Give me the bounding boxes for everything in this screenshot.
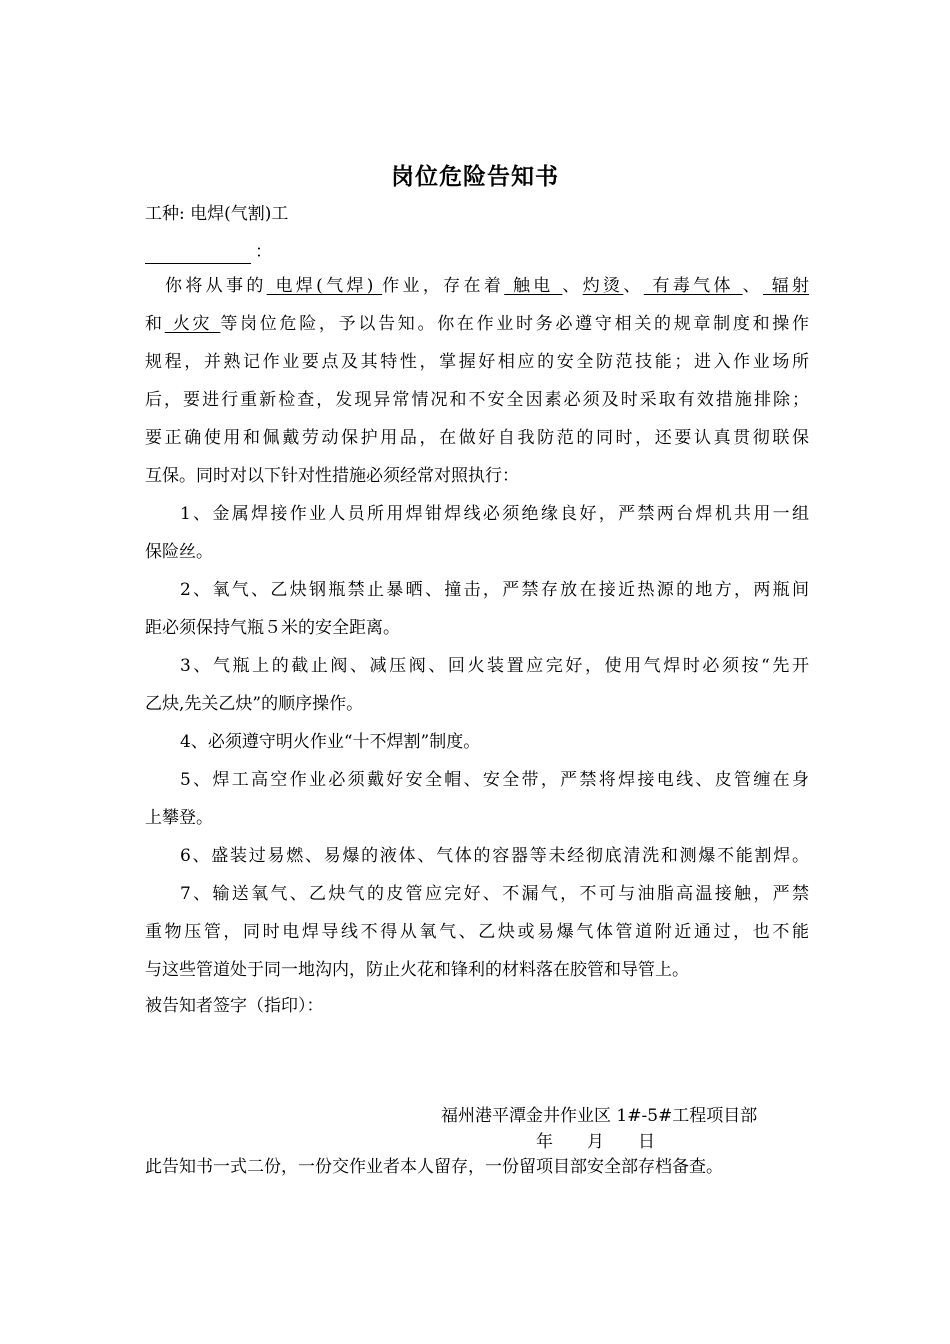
issuer: 福州港平潭金井作业区 1#-5#工程项目部	[441, 1106, 758, 1126]
hazard-radiation: 辐射	[762, 276, 810, 296]
separator: 、	[623, 276, 644, 296]
separator: 、	[562, 276, 583, 296]
item-5-line-1: 5、焊工高空作业必须戴好安全帽、安全带，严禁将焊接电线、皮管缠在身	[180, 770, 809, 790]
intro-text: 等岗位危险，予以告知。你在作业时务必遵守相关的规章制度和操作	[220, 314, 810, 334]
job-type: 工种: 电焊(气割)工	[145, 204, 289, 224]
separator: 、	[742, 276, 763, 296]
item-2-line-2: 距必须保持气瓶５米的安全距离。	[145, 618, 400, 638]
hazard-electric-shock: 触电	[504, 276, 563, 296]
hazard-fire: 火灾	[164, 314, 221, 334]
footer-note: 此告知书一式二份，一份交作业者本人留存，一份留项目部安全部存档备查。	[145, 1157, 723, 1177]
intro-line-6: 互保。同时对以下针对性措施必须经常对照执行：	[145, 466, 519, 486]
item-3-line-2: 乙炔,先关乙炔”的顺序操作。	[145, 694, 364, 714]
job-name: 电焊(气焊)	[266, 276, 383, 296]
addressee-colon: ：	[255, 242, 272, 262]
intro-text: 作业，存在着	[382, 276, 505, 296]
item-1-line-2: 保险丝。	[145, 542, 213, 562]
item-2-line-1: 2、氧气、乙炔钢瓶禁止暴晒、撞击，严禁存放在接近热源的地方，两瓶间	[180, 580, 809, 600]
intro-line-3: 规程，并熟记作业要点及其特性，掌握好相应的安全防范技能；进入作业场所	[145, 352, 809, 372]
item-6: 6、盛装过易燃、易爆的液体、气体的容器等未经彻底清洗和测爆不能割焊。	[180, 846, 809, 866]
item-7-line-1: 7、输送氧气、乙炔气的皮管应完好、不漏气，不可与油脂高温接触，严禁	[180, 884, 809, 904]
intro-line-4: 后，要进行重新检查，发现异常情况和不安全因素必须及时采取有效措施排除；	[145, 390, 809, 410]
item-5-line-2: 上攀登。	[145, 808, 213, 828]
item-7-line-3: 与这些管道处于同一地沟内，防止火花和锋利的材料落在胶管和导管上。	[145, 960, 689, 980]
intro-line-2	[145, 312, 809, 336]
date-line: 年 月 日	[536, 1132, 655, 1152]
signature-label: 被告知者签字（指印）：	[145, 996, 324, 1016]
item-4: 4、必须遵守明火作业“十不焊割”制度。	[180, 732, 481, 752]
intro-line-1	[165, 274, 809, 298]
hazard-toxic-gas: 有毒气体	[643, 276, 743, 296]
intro-text: 和	[145, 314, 165, 334]
addressee-line	[145, 240, 272, 264]
item-7-line-2: 重物压管，同时电焊导线不得从氧气、乙炔或易爆气体管道附近通过，也不能	[145, 922, 809, 942]
item-3-line-1: 3、气瓶上的截止阀、减压阀、回火装置应完好，使用气焊时必须按“先开	[180, 656, 809, 676]
addressee-blank	[145, 245, 251, 264]
hazard-burn: 灼烫	[582, 276, 624, 296]
intro-text: 你将从事的	[165, 276, 267, 296]
document-title: 岗位危险告知书	[391, 164, 559, 190]
intro-line-5: 要正确使用和佩戴劳动保护用品，在做好自我防范的同时，还要认真贯彻联保	[145, 428, 809, 448]
item-1-line-1: 1、金属焊接作业人员所用焊钳焊线必须绝缘良好，严禁两台焊机共用一组	[180, 504, 809, 524]
